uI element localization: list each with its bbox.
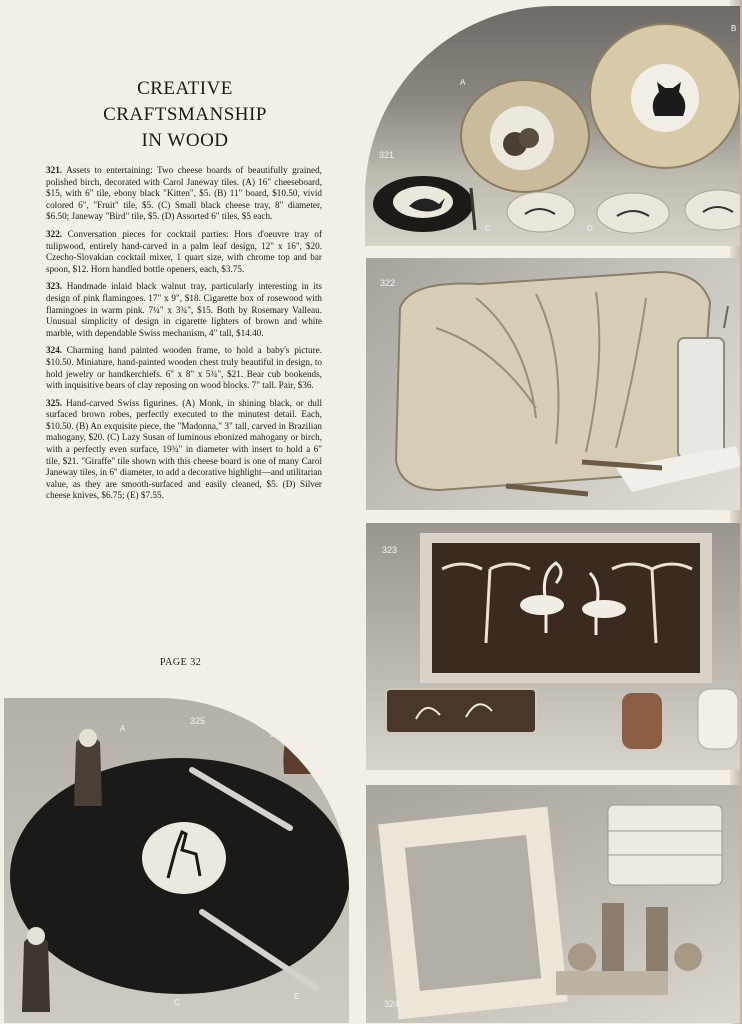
bear-cub-left [568,943,596,971]
label-a: A [120,724,126,733]
photo-number-322: 322 [380,278,396,288]
cocktail-mixer [678,338,724,458]
lighter-brown [622,693,662,749]
photo-number-324: 324 [384,999,400,1009]
madonna-figurine [283,722,320,774]
item-description: Hand-carved Swiss figurines. (A) Monk, in shining black, or dull surfaced brown robes, perfectly executed to the minutest detail. Each, $10.50. (B) An exquisite piece, the "Madonna," 3" tall, carved in Brazilian mahogany, $20. (C) Lazy Susan of luminous ebonized mahogany or birch, with a perfectly even surface, 19¾" in diameter with insert to hold a 6" tile, $21. "Giraffe" tile shown with this cheese board is one of many Carol Janeway tiles, in 6" diameter, to add a decorative highlight—and utilitarian value, as they are smooth-surfaced and easily cleaned, $5. (D) Silver cheese knives, $6.75; (E) $7.55. [46,397,323,501]
title-line-3: IN WOOD [141,130,229,151]
item-description: Handmade inlaid black walnut tray, particularly interesting in its design of pink flamingoes. 17" x 9", $18. Cigarette box of rosewood with flamingoes in warm pink. 7¼" x 3¾", $15. Both by Rosemary Valleau. Unusual simplicity of design in cigarette lighters of brown and white marble, with dependable Swiss mechanism, 4" tall, $14.40. [46,281,323,338]
photo-number-321: 321 [379,150,395,160]
lighter-white [698,689,738,749]
bottle-opener-2 [506,486,588,494]
page-number: PAGE 32 [160,657,202,668]
item-number: 323. [46,281,63,292]
item-description: Assets to entertaining: Two cheese boards of beautifully grained, polished birch, decorated with Carol Janeway tiles. (A) 16" cheeseboard, $15, with 6" tile, ebony black "Kitten", $5. (B) 11" board, $10.50, vivid colored 6", "Fruit" tile, $5. (C) Small black cheese tray, 8" diameter, $6.50; Janeway "Bird" tile, $5. (D) Assorted 6" tiles, $5 each. [46,165,322,222]
assorted-tile-1 [507,192,575,232]
photo-frame-chest-bookends [366,785,740,1023]
photo-lazy-susan [4,698,349,1023]
photo-cheese-boards [365,6,740,246]
label-e: E [294,992,300,1001]
frame-illustration [366,785,740,1023]
tray-illustration [366,258,740,510]
label-c: C [174,998,180,1007]
title-line-2: CRAFTSMANSHIP [103,104,267,125]
label-b: B [731,24,737,33]
label-b: B [270,730,276,739]
assorted-tile-3 [685,190,740,230]
photo-flamingo-tray [366,523,740,770]
paragraph-323 [46,281,322,339]
cigarette-box [386,689,536,733]
flamingo-tray-illustration [366,523,740,770]
photo-hors-doeuvre-tray [366,258,740,510]
bookend-base [556,971,668,995]
photo-number-325: 325 [190,716,206,726]
paragraph-321 [46,165,322,223]
walnut-tray [432,543,700,673]
photo-number-323: 323 [382,545,398,555]
paragraph-325 [46,398,322,502]
item-description: Conversation pieces for cocktail parties: Hors d'oeuvre tray of tulipwood, entirely hand-carved in a palm leaf design, 12" x 16", $20. Czecho-Slovakian cocktail mixer, 1 quart size, with chrome top and bar spoon, $12. Horn handled bottle openers, each, $3.75. [46,228,323,274]
page-title [60,76,310,154]
bar-spoon [724,306,728,328]
palm-leaf-tray [396,272,710,490]
item-description: Charming hand painted wooden frame, to hold a baby's picture. $10.50. Miniature, hand-painted wooden chest truly beautiful in design, to hold jewelry or handkerchiefs. 6" x 8" x 5¾", $21. Bear cub bookends, with inquisitive bears of clay reposing on wood blocks. 7" tall. Pair, $36. [46,345,323,391]
item-number: 322. [46,228,63,239]
item-number: 324. [46,345,63,356]
item-number: 321. [46,165,63,175]
paragraph-324 [46,345,322,391]
bear-cub-right [674,943,702,971]
label-c: C [485,224,491,233]
item-number: 325. [46,397,63,408]
monk-figurine-2 [22,935,50,1012]
label-a: A [460,78,466,87]
title-line-1: CREATIVE [137,78,233,99]
label-d: D [334,798,340,807]
description-column [46,165,322,508]
label-d: D [587,224,593,233]
jewelry-chest [608,805,722,885]
assorted-tile-2 [597,193,669,233]
lazy-susan-illustration [4,698,349,1023]
cheese-boards-illustration [365,6,740,246]
cheese-knife [471,188,475,230]
paragraph-322 [46,229,322,275]
